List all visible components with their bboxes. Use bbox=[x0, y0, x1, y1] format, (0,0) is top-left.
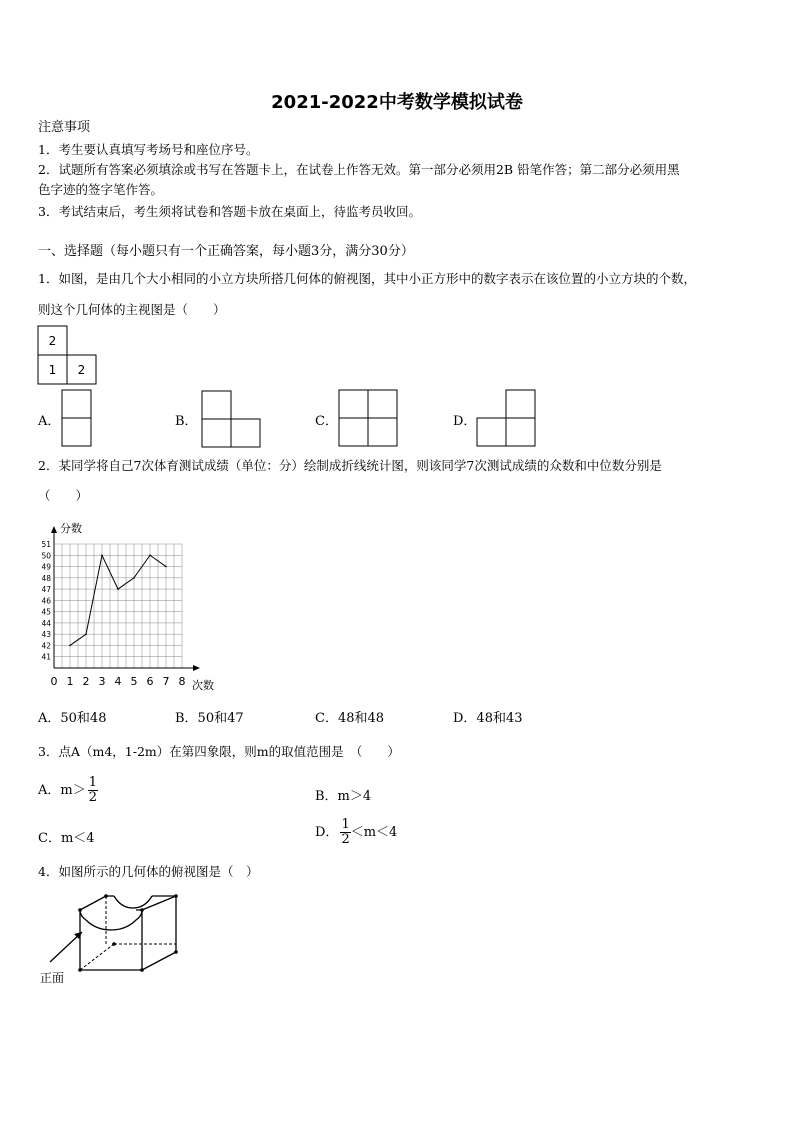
notice-heading: 注意事项 bbox=[38, 120, 91, 135]
grid-cell-bottom-right: 2 bbox=[77, 363, 86, 377]
x-tick-label: 1 bbox=[66, 675, 74, 688]
y-tick-label: 47 bbox=[41, 585, 51, 595]
notice-item-2-cont: 色字迹的签字笔作答。 bbox=[38, 182, 164, 197]
x-tick-label: 3 bbox=[98, 675, 106, 688]
data-point bbox=[69, 645, 71, 647]
y-tick-label: 50 bbox=[41, 551, 51, 561]
chart-ticks bbox=[41, 540, 185, 688]
x-tick-label: 8 bbox=[178, 675, 186, 688]
y-tick-label: 43 bbox=[41, 630, 51, 640]
q4-text: 4．如图所示的几何体的俯视图是（ ） bbox=[38, 864, 259, 879]
line-chart bbox=[30, 516, 230, 694]
data-point bbox=[85, 633, 87, 635]
q3-option-d-label: D． bbox=[315, 825, 339, 840]
chart-grid bbox=[54, 544, 182, 668]
fraction-numerator: 1 bbox=[88, 775, 97, 790]
q1-option-d-figure bbox=[475, 388, 537, 448]
q1-option-c: C． bbox=[315, 414, 338, 429]
y-tick-label: 49 bbox=[41, 562, 51, 572]
page-title: 2021-2022中考数学模拟试卷 bbox=[271, 92, 523, 113]
x-tick-label: 2 bbox=[82, 675, 90, 688]
y-axis-label: 分数 bbox=[60, 522, 82, 535]
q2-option-a: A．50和48 bbox=[38, 711, 107, 726]
fraction-numerator: 1 bbox=[341, 817, 350, 832]
fraction-one-half bbox=[88, 776, 98, 805]
q3-option-b: B．m＞4 bbox=[315, 789, 372, 804]
grid-cell-bottom-left: 1 bbox=[48, 363, 57, 377]
y-tick-label: 42 bbox=[41, 641, 51, 651]
notice-item-2: 2．试题所有答案必须填涂或书写在答题卡上，在试卷上作答无效。第一部分必须用2B 铅笔作答；第二部分必须用黑 bbox=[38, 162, 680, 177]
q3-text: 3．点A（m4，1-2m）在第四象限，则m的取值范围是 （ ） bbox=[38, 744, 400, 759]
section-heading: 一、选择题（每小题只有一个正确答案，每小题3分，满分30分） bbox=[38, 244, 414, 259]
q2-text: 2．某同学将自己7次体育测试成绩（单位：分）绘制成折线统计图，则该同学7次测试成绩的众数和中位数分别是 bbox=[38, 458, 662, 473]
q3-option-d-range: ＜m＜4 bbox=[350, 825, 398, 840]
notice-item-1: 1．考生要认真填写考场号和座位序号。 bbox=[38, 142, 259, 157]
fraction-denominator: 2 bbox=[88, 790, 97, 805]
front-face-label: 正面 bbox=[40, 971, 65, 985]
data-point bbox=[149, 554, 151, 556]
q1-option-a-figure bbox=[60, 388, 94, 448]
y-tick-label: 51 bbox=[41, 540, 51, 549]
x-tick-label: 4 bbox=[114, 675, 122, 688]
q3-option-c: C．m＜4 bbox=[38, 831, 95, 846]
q2-text-cont: （ ） bbox=[38, 488, 89, 503]
q1-option-b: B． bbox=[175, 414, 198, 429]
q2-option-d: D．48和43 bbox=[453, 711, 523, 726]
q1-text-cont: 则这个几何体的主视图是（ ） bbox=[38, 302, 226, 317]
x-tick-label: 0 bbox=[50, 675, 58, 688]
data-point bbox=[117, 588, 119, 590]
x-axis-arrow-icon bbox=[193, 665, 200, 671]
notice-item-3: 3．考试结束后，考生须将试卷和答题卡放在桌面上，待监考员收回。 bbox=[38, 204, 421, 219]
data-point bbox=[165, 566, 167, 568]
q2-option-c: C．48和48 bbox=[315, 711, 385, 726]
q3-option-a bbox=[38, 776, 98, 805]
q2-option-b: B．50和47 bbox=[175, 711, 244, 726]
chart-axes bbox=[51, 526, 200, 671]
fraction-denominator: 2 bbox=[341, 832, 350, 847]
y-axis-arrow-icon bbox=[51, 526, 57, 533]
q1-option-b-figure bbox=[200, 389, 262, 449]
q1-text: 1．如图，是由几个大小相同的小立方块所搭几何体的俯视图，其中小正方形中的数字表示在该位置的小立方块的个数， bbox=[38, 271, 696, 286]
y-tick-label: 48 bbox=[41, 573, 51, 583]
q4-solid-figure bbox=[36, 890, 186, 990]
q1-top-view-grid bbox=[36, 324, 100, 386]
q1-option-a: A． bbox=[38, 414, 61, 429]
x-tick-label: 7 bbox=[162, 675, 170, 688]
x-axis-label: 次数 bbox=[192, 679, 214, 692]
y-tick-label: 41 bbox=[41, 652, 51, 662]
x-tick-label: 5 bbox=[130, 675, 138, 688]
x-tick-label: 6 bbox=[146, 675, 154, 688]
data-point bbox=[101, 554, 103, 556]
q1-option-d: D． bbox=[453, 414, 477, 429]
q3-option-a-label: A．m＞ bbox=[38, 783, 86, 798]
y-tick-label: 45 bbox=[41, 607, 51, 617]
q3-option-d bbox=[315, 818, 397, 847]
data-point bbox=[133, 577, 135, 579]
grid-cell-top: 2 bbox=[48, 334, 57, 348]
y-tick-label: 46 bbox=[41, 596, 51, 606]
y-tick-label: 44 bbox=[41, 618, 51, 628]
q1-option-c-figure bbox=[337, 388, 399, 448]
fraction-one-half bbox=[340, 818, 350, 847]
